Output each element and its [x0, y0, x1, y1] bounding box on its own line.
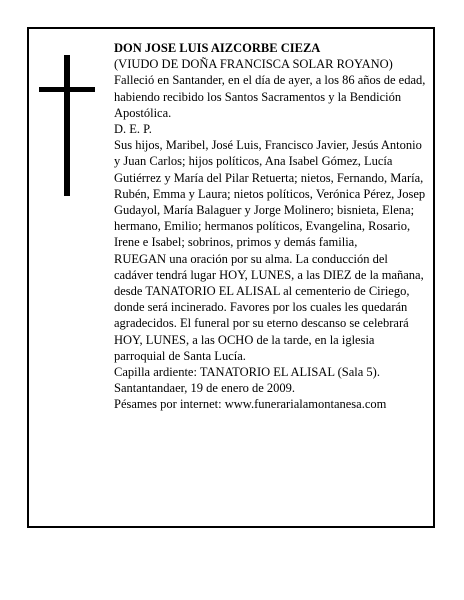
date-line: Santantandaer, 19 de enero de 2009.	[114, 381, 296, 396]
death-line: Falleció en Santander, en el día de ayer, a los 86 años de edad,	[114, 73, 426, 88]
widow-line: (VIUDO DE DOÑA FRANCISCA SOLAR ROYANO)	[114, 57, 393, 72]
request-paragraph: RUEGAN una oración por su alma. La conducción del cadáver tendrá lugar HOY, LUNES, a las DIEZ de la mañana, desde TANATORIO EL ALISAL al cementerio de Ciriego, donde será incinerado. Favores por los cuales les quedarán agradecidos. El funeral por su eterno descanso se celebrará HOY, LUNES, a las OCHO de la tarde, en la iglesia parroquial de Santa Lucía.	[114, 251, 424, 363]
deceased-name: DON JOSE LUIS AIZCORBE CIEZA	[114, 41, 321, 55]
chapel-line: Capilla ardiente: TANATORIO EL ALISAL (Sala 5).	[114, 365, 380, 380]
condolences-line: Pésames por internet: www.funerarialamontanesa.com	[114, 397, 387, 412]
cross-icon-arm	[39, 87, 95, 92]
cross-icon	[64, 55, 70, 196]
family-paragraph: Sus hijos, Maribel, José Luis, Francisco Javier, Jesús Antonio y Juan Carlos; hijos políticos, Ana Isabel Gómez, Lucía Gutiérrez y María del Pilar Retuerta; nietos, Fernando, María, Rubén, Emma y Laura; nietos políticos, Verónica Pérez, Josep Gudayol, María Balaguer y Jorge Molinero; bisnieta, Elena; hermano, Emilio; hermanos políticos, Evangelina, Rosario, Irene e Isabel; sobrinos, primos y demás familia,	[114, 138, 426, 250]
obituary-text	[114, 40, 426, 413]
rip-line: D. E. P.	[114, 122, 152, 137]
sacraments-line: habiendo recibido los Santos Sacramentos y la Bendición Apostólica.	[114, 89, 402, 120]
